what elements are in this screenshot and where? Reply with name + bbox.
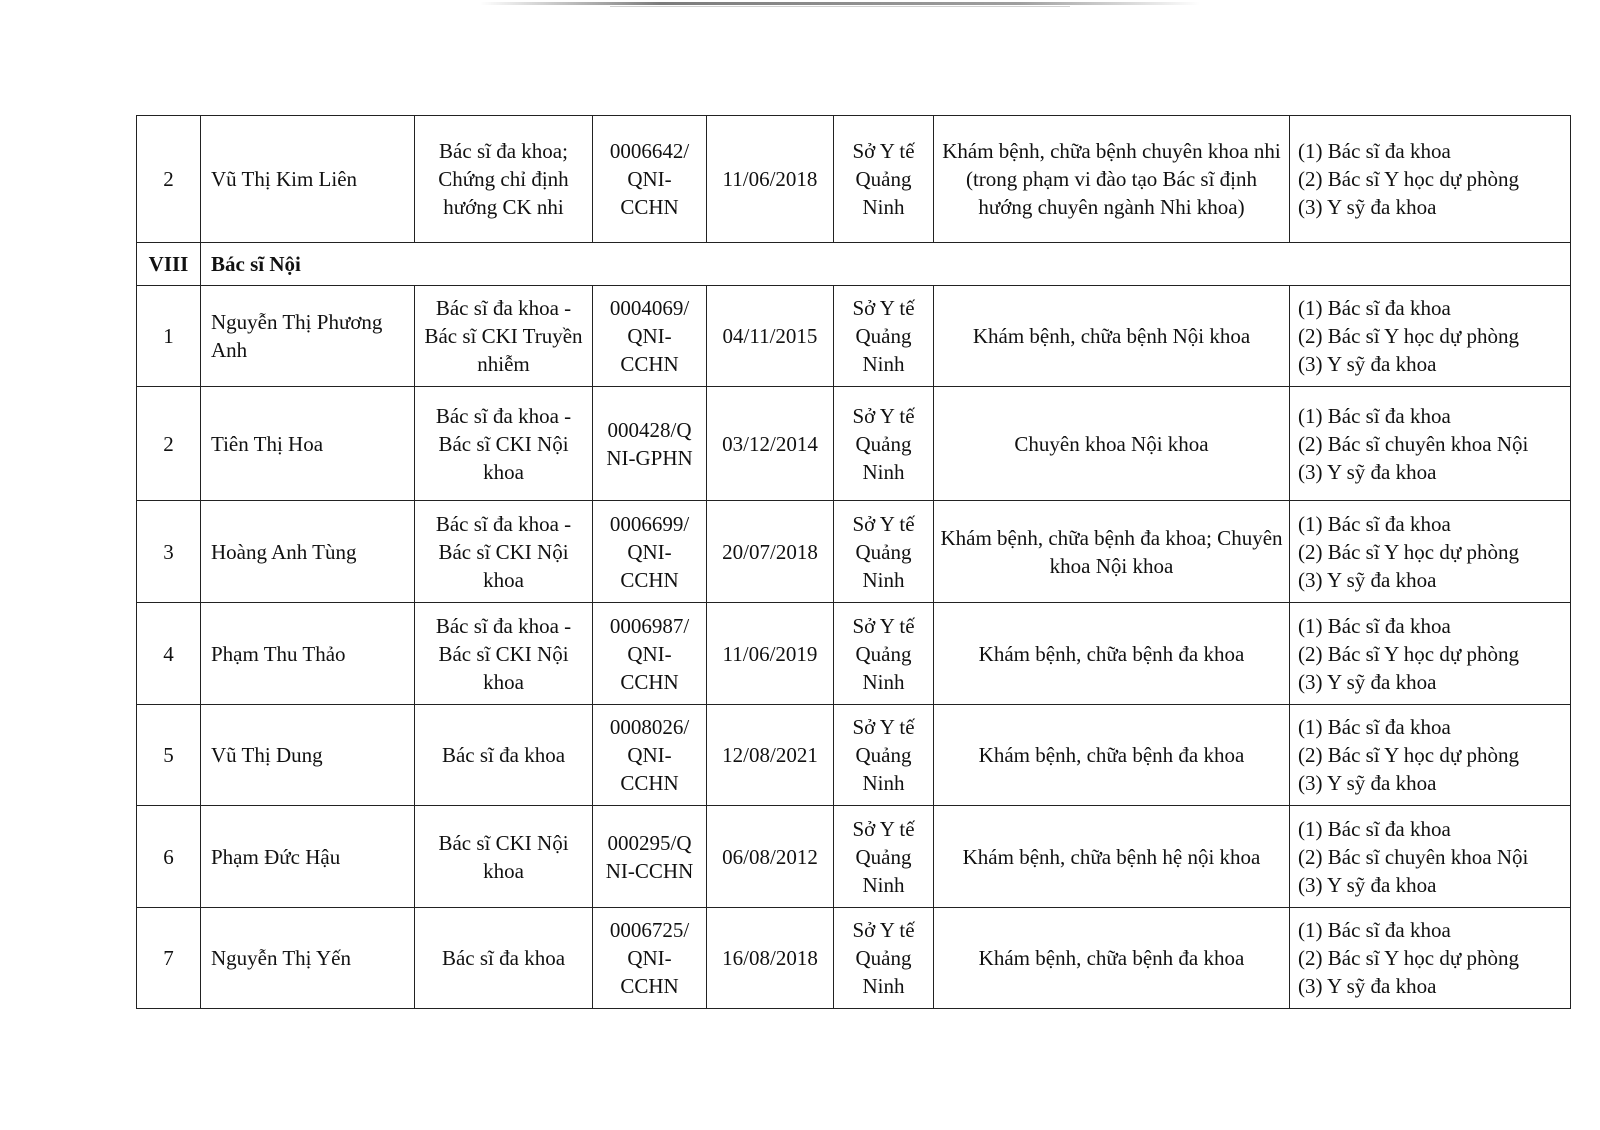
position-item: (3) Y sỹ đa khoa — [1298, 195, 1437, 219]
position-item: (2) Bác sĩ Y học dự phòng — [1298, 167, 1519, 191]
position-item: (1) Bác sĩ đa khoa — [1298, 613, 1451, 638]
staff-name: Phạm Đức Hậu — [201, 806, 415, 908]
position-list — [1290, 603, 1571, 705]
license-number: 000428/Q NI-GPHN — [593, 387, 707, 501]
position-item: (2) Bác sĩ Y học dự phòng — [1298, 641, 1519, 666]
table-row — [137, 603, 1571, 705]
position-item: (3) Y sỹ đa khoa — [1298, 567, 1437, 592]
section-title: Bác sĩ Nội — [201, 243, 1571, 286]
qualification: Bác sĩ CKI Nội khoa — [415, 806, 593, 908]
position-item: (3) Y sỹ đa khoa — [1298, 459, 1437, 484]
table-row — [137, 116, 1571, 243]
issue-date: 20/07/2018 — [707, 501, 834, 603]
practice-scope: Khám bệnh, chữa bệnh chuyên khoa nhi (trong phạm vi đào tạo Bác sĩ định hướng chuyên ngành Nhi khoa) — [934, 116, 1290, 243]
practice-scope: Khám bệnh, chữa bệnh đa khoa — [934, 908, 1290, 1009]
qualification: Bác sĩ đa khoa — [415, 908, 593, 1009]
issuing-authority: Sở Y tế Quảng Ninh — [834, 501, 934, 603]
position-item: (3) Y sỹ đa khoa — [1298, 669, 1437, 694]
issue-date: 12/08/2021 — [707, 705, 834, 806]
position-item: (1) Bác sĩ đa khoa — [1298, 139, 1451, 163]
position-item: (3) Y sỹ đa khoa — [1298, 974, 1437, 998]
staff-license-table — [136, 115, 1571, 1009]
position-item: (3) Y sỹ đa khoa — [1298, 352, 1437, 376]
qualification: Bác sĩ đa khoa — [415, 705, 593, 806]
table-row — [137, 908, 1571, 1009]
staff-name: Vũ Thị Dung — [201, 705, 415, 806]
license-number: 000295/Q NI-CCHN — [593, 806, 707, 908]
practice-scope: Khám bệnh, chữa bệnh Nội khoa — [934, 286, 1290, 387]
position-item: (2) Bác sĩ Y học dự phòng — [1298, 539, 1519, 564]
position-item: (2) Bác sĩ Y học dự phòng — [1298, 743, 1519, 767]
issue-date: 11/06/2019 — [707, 603, 834, 705]
position-item: (2) Bác sĩ chuyên khoa Nội — [1298, 844, 1529, 869]
issuing-authority: Sở Y tế Quảng Ninh — [834, 908, 934, 1009]
license-number: 0006725/ QNI-CCHN — [593, 908, 707, 1009]
issue-date: 03/12/2014 — [707, 387, 834, 501]
position-item: (2) Bác sĩ Y học dự phòng — [1298, 946, 1519, 970]
row-number: 5 — [137, 705, 201, 806]
section-header-row — [137, 243, 1571, 286]
practice-scope: Khám bệnh, chữa bệnh hệ nội khoa — [934, 806, 1290, 908]
row-number: 4 — [137, 603, 201, 705]
row-number: 2 — [137, 387, 201, 501]
position-item: (1) Bác sĩ đa khoa — [1298, 403, 1451, 428]
row-number: 3 — [137, 501, 201, 603]
practice-scope: Khám bệnh, chữa bệnh đa khoa; Chuyên khoa Nội khoa — [934, 501, 1290, 603]
issue-date: 11/06/2018 — [707, 116, 834, 243]
license-number: 0006987/ QNI-CCHN — [593, 603, 707, 705]
practice-scope: Chuyên khoa Nội khoa — [934, 387, 1290, 501]
position-list — [1290, 387, 1571, 501]
license-number: 0008026/ QNI-CCHN — [593, 705, 707, 806]
practice-scope: Khám bệnh, chữa bệnh đa khoa — [934, 705, 1290, 806]
staff-name: Nguyễn Thị Yến — [201, 908, 415, 1009]
license-number: 0006642/ QNI-CCHN — [593, 116, 707, 243]
issuing-authority: Sở Y tế Quảng Ninh — [834, 806, 934, 908]
position-item: (1) Bác sĩ đa khoa — [1298, 918, 1451, 942]
position-list — [1290, 286, 1571, 387]
license-number: 0004069/ QNI-CCHN — [593, 286, 707, 387]
scan-edge-line — [480, 2, 1200, 5]
staff-name: Nguyễn Thị Phương Anh — [201, 286, 415, 387]
position-item: (1) Bác sĩ đa khoa — [1298, 715, 1451, 739]
row-number: 7 — [137, 908, 201, 1009]
position-item: (1) Bác sĩ đa khoa — [1298, 816, 1451, 841]
row-number: 1 — [137, 286, 201, 387]
qualification: Bác sĩ đa khoa - Bác sĩ CKI Truyền nhiễm — [415, 286, 593, 387]
row-number: 2 — [137, 116, 201, 243]
scan-edge-line-faint — [610, 6, 1070, 7]
row-number: 6 — [137, 806, 201, 908]
issue-date: 16/08/2018 — [707, 908, 834, 1009]
position-item: (2) Bác sĩ Y học dự phòng — [1298, 324, 1519, 348]
table-row — [137, 705, 1571, 806]
qualification: Bác sĩ đa khoa - Bác sĩ CKI Nội khoa — [415, 387, 593, 501]
staff-name: Tiên Thị Hoa — [201, 387, 415, 501]
position-list — [1290, 908, 1571, 1009]
issuing-authority: Sở Y tế Quảng Ninh — [834, 387, 934, 501]
issuing-authority: Sở Y tế Quảng Ninh — [834, 286, 934, 387]
table-row — [137, 501, 1571, 603]
issuing-authority: Sở Y tế Quảng Ninh — [834, 116, 934, 243]
practice-scope: Khám bệnh, chữa bệnh đa khoa — [934, 603, 1290, 705]
license-number: 0006699/ QNI-CCHN — [593, 501, 707, 603]
position-item: (1) Bác sĩ đa khoa — [1298, 296, 1451, 320]
position-item: (3) Y sỹ đa khoa — [1298, 771, 1437, 795]
staff-name: Vũ Thị Kim Liên — [201, 116, 415, 243]
position-item: (1) Bác sĩ đa khoa — [1298, 511, 1451, 536]
staff-name: Phạm Thu Thảo — [201, 603, 415, 705]
position-item: (2) Bác sĩ chuyên khoa Nội — [1298, 431, 1529, 456]
issuing-authority: Sở Y tế Quảng Ninh — [834, 705, 934, 806]
issuing-authority: Sở Y tế Quảng Ninh — [834, 603, 934, 705]
table-row — [137, 806, 1571, 908]
qualification: Bác sĩ đa khoa - Bác sĩ CKI Nội khoa — [415, 501, 593, 603]
staff-name: Hoàng Anh Tùng — [201, 501, 415, 603]
table-row — [137, 286, 1571, 387]
position-list — [1290, 116, 1571, 243]
qualification: Bác sĩ đa khoa; Chứng chỉ định hướng CK nhi — [415, 116, 593, 243]
position-list — [1290, 501, 1571, 603]
position-item: (3) Y sỹ đa khoa — [1298, 872, 1437, 897]
qualification: Bác sĩ đa khoa - Bác sĩ CKI Nội khoa — [415, 603, 593, 705]
position-list — [1290, 806, 1571, 908]
issue-date: 06/08/2012 — [707, 806, 834, 908]
position-list — [1290, 705, 1571, 806]
issue-date: 04/11/2015 — [707, 286, 834, 387]
section-number: VIII — [137, 243, 201, 286]
table-row — [137, 387, 1571, 501]
